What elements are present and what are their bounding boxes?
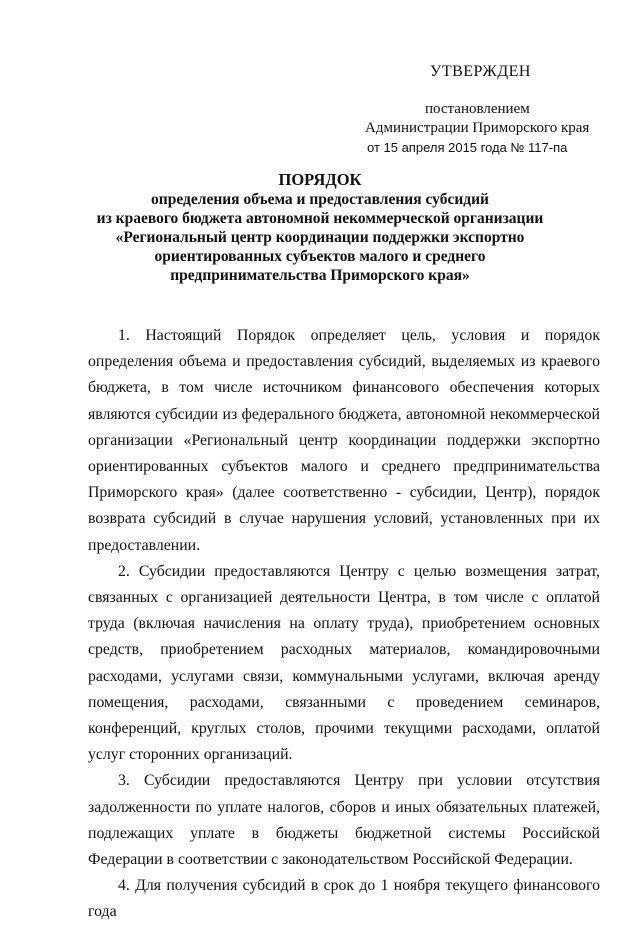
title-line-4: ориентированных субъектов малого и среднего <box>154 248 486 265</box>
approval-line-1: постановлением <box>425 101 530 117</box>
title-main: ПОРЯДОК <box>278 170 362 189</box>
approval-line-3: от 15 апреля 2015 года № 117-па <box>367 140 568 155</box>
title-line-5: предпринимательства Приморского края» <box>170 267 470 284</box>
document-title <box>0 170 640 285</box>
approval-line-2: Администрации Приморского края <box>365 120 590 136</box>
approval-heading: УТВЕРЖДЕН <box>430 63 531 80</box>
paragraph-4: 4. Для получения субсидий в срок до 1 ноября текущего финансового года <box>88 877 600 921</box>
document-body <box>88 323 600 926</box>
approval-block <box>363 100 593 157</box>
title-line-1: определения объема и предоставления субсидий <box>151 191 489 208</box>
title-line-3: «Региональный центр координации поддержки экспортно <box>115 229 525 246</box>
paragraph-2: 2. Субсидии предоставляются Центру с целью возмещения затрат, связанных с организацией деятельности Центра, в том числе с оплатой труда (включая начисления на оплату труда), приобретением основных средств, приобретением расходных материалов, командировочными расходами, услугами связи, коммунальными услугами, включая аренду помещения, расходами, связанными с проведением семинаров, конференций, круглых столов, прочими текущими расходами, оплатой услуг сторонних организаций. <box>88 562 600 764</box>
paragraph-3: 3. Субсидии предоставляются Центру при условии отсутствия задолженности по уплате налогов, сборов и иных обязательных платежей, подлежащих уплате в бюджеты бюджетной системы Российской Федерации в соответствии с законодательством Российской Федерации. <box>88 772 600 869</box>
paragraph-1: 1. Настоящий Порядок определяет цель, условия и порядок определения объема и предоставления субсидий, выделяемых из краевого бюджета, в том числе источником финансового обеспечения которых являются субсидии из федерального бюджета, автономной некоммерческой организации «Региональный центр координации поддержки экспортно ориентированных субъектов малого и среднего предпринимательства Приморского края» (далее соответственно - субсидии, Центр), порядок возврата субсидий в случае нарушения условий, установленных при их предоставлении. <box>88 327 600 554</box>
title-line-2: из краевого бюджета автономной некоммерческой организации <box>96 210 544 227</box>
